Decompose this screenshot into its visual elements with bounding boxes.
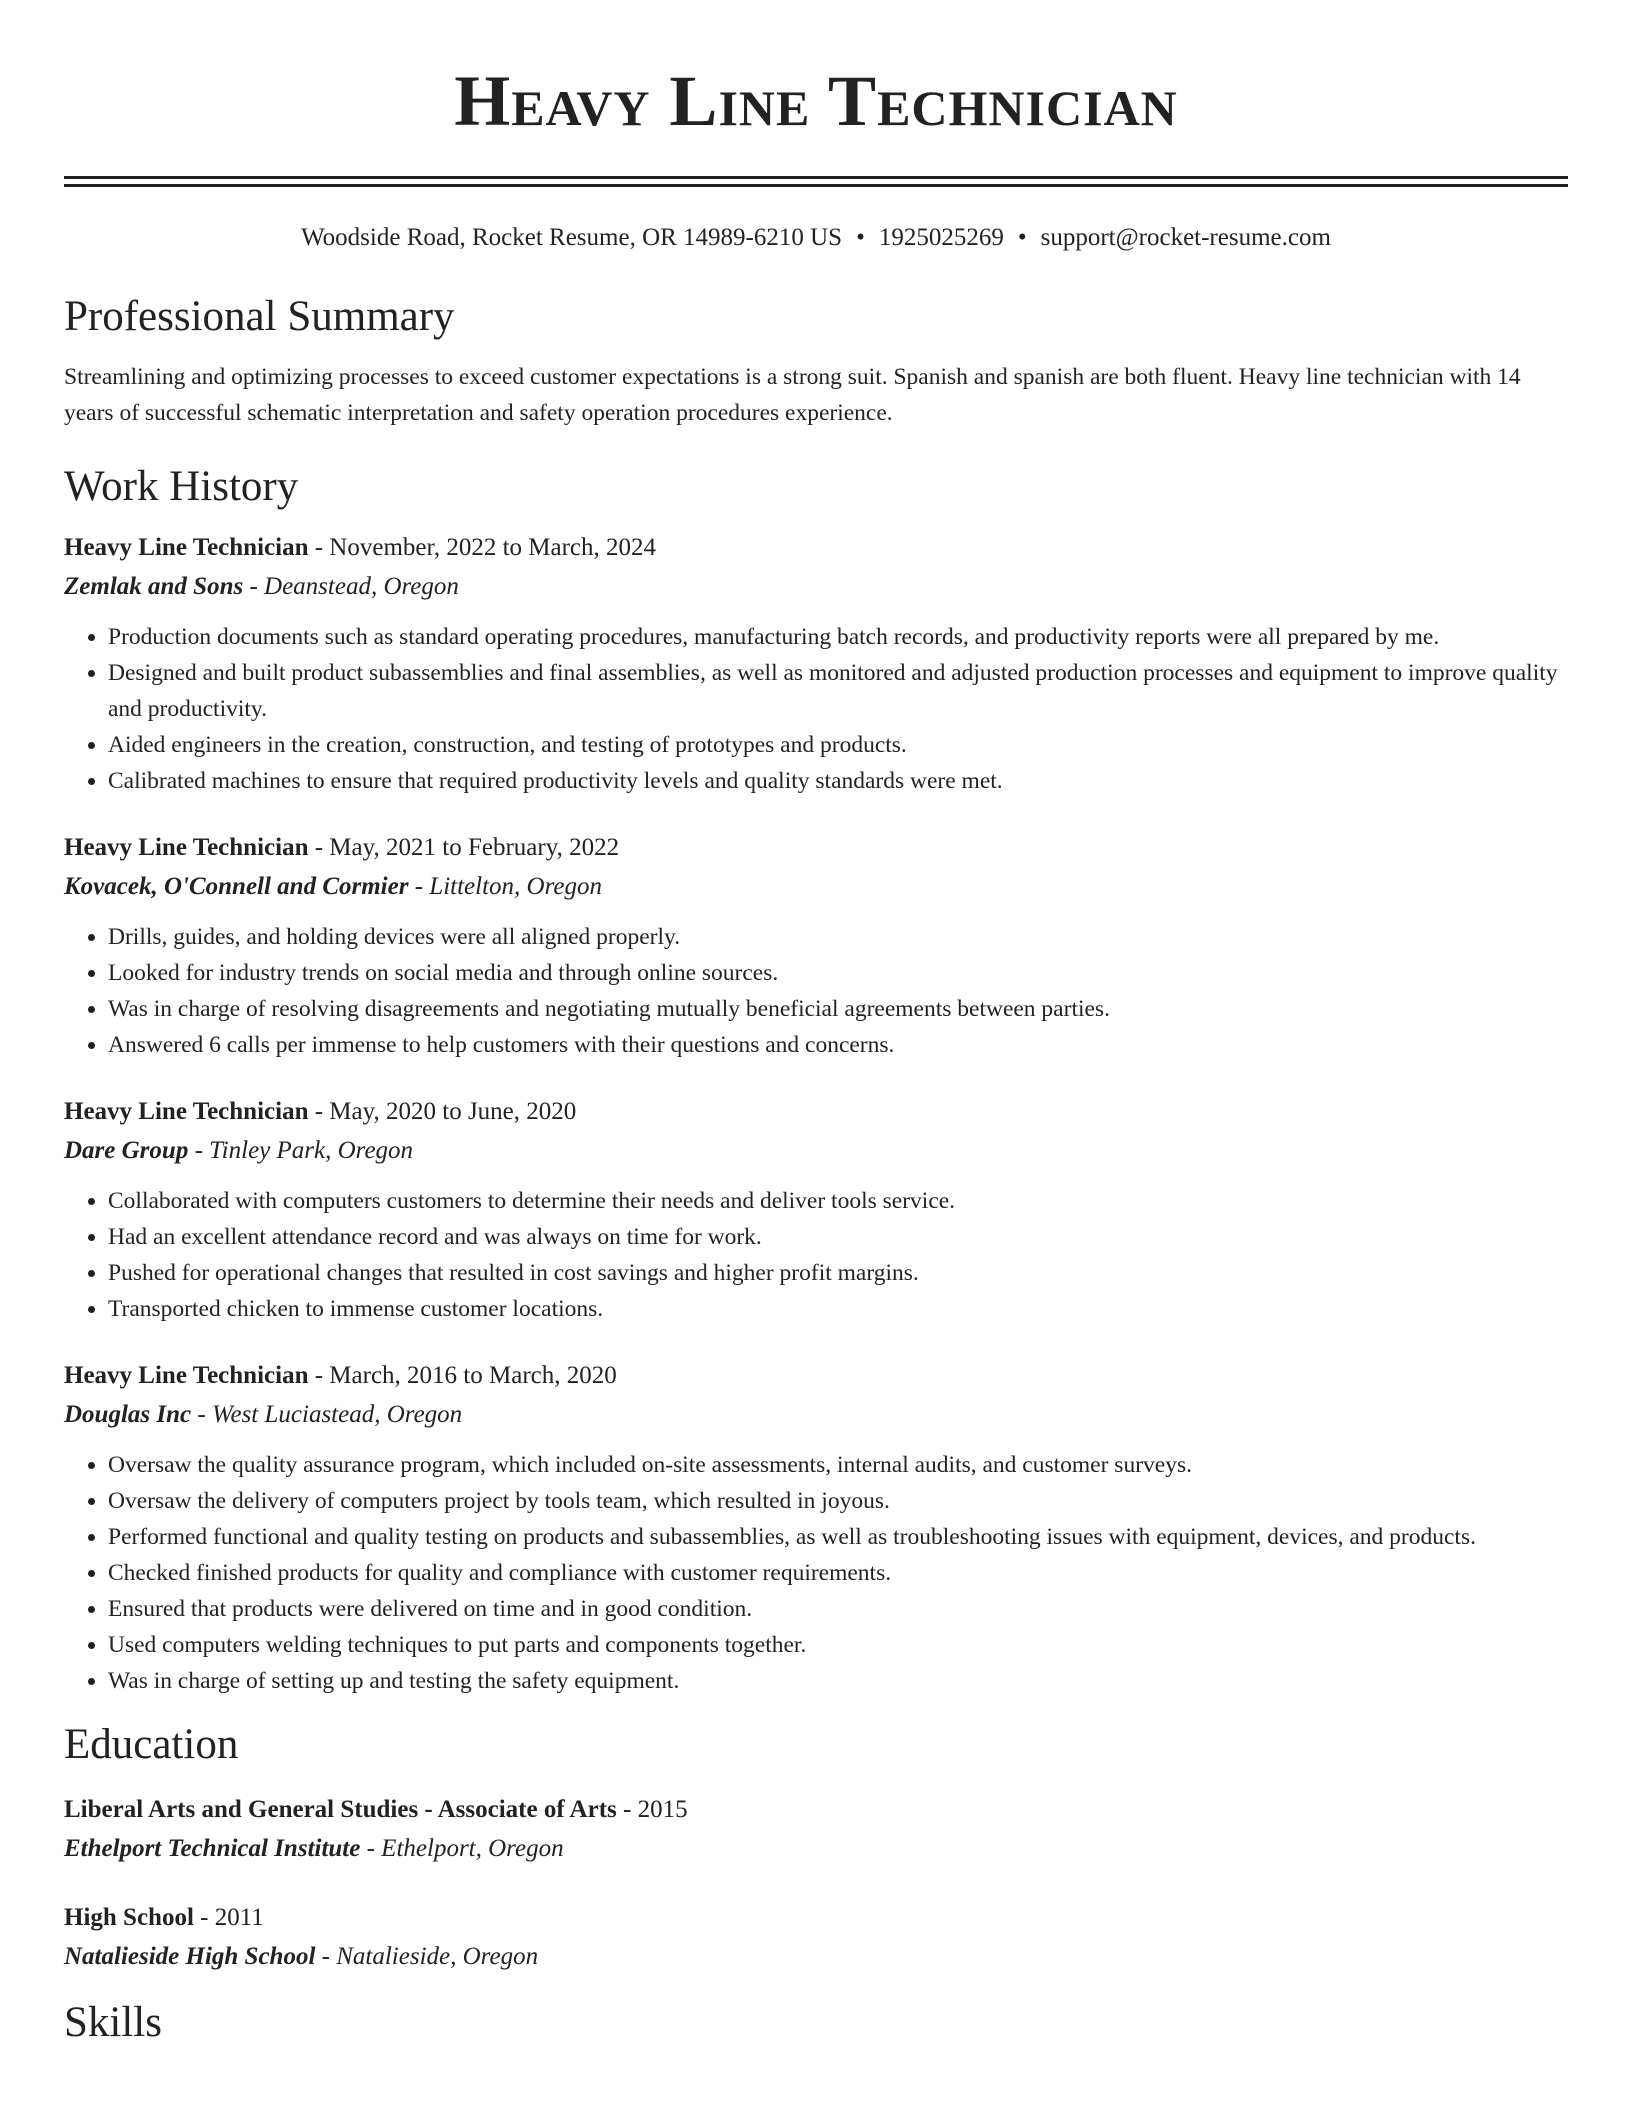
job-location: - Littelton, Oregon [408, 873, 602, 900]
education-location: - Ethelport, Oregon [360, 1835, 564, 1862]
education-entry [64, 1899, 1568, 1977]
summary-text: Streamlining and optimizing processes to exceed customer expectations is a strong suit. Spanish and spanish are both fluent. Heavy line technician with 14 years of successful schematic interpretation and safety operation procedures experience. [64, 364, 1521, 426]
education-degree-line [64, 1791, 1568, 1829]
job-role: Heavy Line Technician [64, 834, 309, 861]
job-role: Heavy Line Technician [64, 1362, 309, 1389]
job-bullets [64, 1447, 1568, 1699]
job-title-line [64, 829, 1568, 867]
education-location: - Natalieside, Oregon [315, 1943, 539, 1970]
education-year: - 2015 [616, 1796, 688, 1823]
job-bullet: • Calibrated machines to ensure that required productivity levels and quality standards were met. [108, 763, 1568, 799]
job-entry [64, 829, 1568, 1063]
job-company-line [64, 867, 1568, 907]
summary-heading: Professional Summary [64, 293, 455, 340]
education-school-line [64, 1937, 1568, 1977]
job-dates: - May, 2021 to February, 2022 [308, 834, 620, 861]
job-bullet: • Checked finished products for quality and compliance with customer requirements. [108, 1555, 1568, 1591]
job-dates: - November, 2022 to March, 2024 [308, 534, 657, 561]
job-entry [64, 529, 1568, 799]
education-school-line [64, 1829, 1568, 1869]
job-bullets [64, 919, 1568, 1063]
job-bullet: • Production documents such as standard operating procedures, manufacturing batch records, and productivity reports were all prepared by me. [108, 619, 1568, 655]
job-location: - Deanstead, Oregon [243, 573, 459, 600]
education-degree-line [64, 1899, 1568, 1937]
education-degree: Liberal Arts and General Studies - Associate of Arts [64, 1796, 617, 1823]
contact-line [64, 221, 1568, 255]
job-bullets [64, 619, 1568, 799]
job-title-line [64, 1093, 1568, 1131]
education-heading: Education [64, 1721, 239, 1768]
job-bullet: • Oversaw the delivery of computers project by tools team, which resulted in joyous. [108, 1483, 1568, 1519]
contact-email: support@rocket-resume.com [1040, 224, 1331, 251]
job-dates: - March, 2016 to March, 2020 [308, 1362, 617, 1389]
contact-address: Woodside Road, Rocket Resume, OR 14989-6210 US [301, 224, 843, 251]
job-bullet: • Transported chicken to immense customer locations. [108, 1291, 1568, 1327]
job-bullet: • Collaborated with computers customers to determine their needs and deliver tools service. [108, 1183, 1568, 1219]
contact-phone: 1925025269 [878, 224, 1004, 251]
job-entry [64, 1357, 1568, 1699]
job-location: - Tinley Park, Oregon [188, 1137, 414, 1164]
contact-separator: • [1017, 224, 1027, 251]
education-entry [64, 1791, 1568, 1869]
job-bullet: • Used computers welding techniques to put parts and components together. [108, 1627, 1568, 1663]
job-company-line [64, 1131, 1568, 1171]
job-entry [64, 1093, 1568, 1327]
job-title-line [64, 1357, 1568, 1395]
education-year: - 2011 [193, 1904, 264, 1931]
job-bullets [64, 1183, 1568, 1327]
education-degree: High School [64, 1904, 194, 1931]
education-school: Natalieside High School [64, 1943, 316, 1970]
job-company: Dare Group [64, 1137, 189, 1164]
job-bullet: • Pushed for operational changes that resulted in cost savings and higher profit margins. [108, 1255, 1568, 1291]
job-role: Heavy Line Technician [64, 534, 309, 561]
job-role: Heavy Line Technician [64, 1098, 309, 1125]
job-company: Zemlak and Sons [64, 573, 244, 600]
job-bullet: • Aided engineers in the creation, construction, and testing of prototypes and products. [108, 727, 1568, 763]
header-double-rule [64, 176, 1568, 187]
job-bullet: • Oversaw the quality assurance program, which included on-site assessments, internal audits, and customer surveys. [108, 1447, 1568, 1483]
job-bullet: • Performed functional and quality testing on products and subassemblies, as well as troubleshooting issues with equipment, devices, and products. [108, 1519, 1568, 1555]
job-bullet: • Was in charge of resolving disagreements and negotiating mutually beneficial agreements between parties. [108, 991, 1568, 1027]
education-school: Ethelport Technical Institute [64, 1835, 361, 1862]
job-location: - West Luciastead, Oregon [191, 1401, 463, 1428]
job-company-line [64, 567, 1568, 607]
resume-name: Heavy Line Technician [454, 61, 1178, 141]
job-bullet: • Drills, guides, and holding devices were all aligned properly. [108, 919, 1568, 955]
job-company: Douglas Inc [64, 1401, 192, 1428]
job-company: Kovacek, O'Connell and Cormier [64, 873, 409, 900]
skills-heading: Skills [64, 1999, 162, 2046]
job-bullet: • Was in charge of setting up and testing the safety equipment. [108, 1663, 1568, 1699]
job-bullet: • Ensured that products were delivered on time and in good condition. [108, 1591, 1568, 1627]
work-history-heading: Work History [64, 463, 299, 510]
contact-separator: • [856, 224, 865, 251]
job-company-line [64, 1395, 1568, 1435]
job-bullet: • Had an excellent attendance record and was always on time for work. [108, 1219, 1568, 1255]
job-bullet: • Designed and built product subassemblies and final assemblies, as well as monitored and adjusted production processes and equipment to improve quality and productivity. [108, 655, 1568, 727]
job-dates: - May, 2020 to June, 2020 [308, 1098, 577, 1125]
job-title-line [64, 529, 1568, 567]
job-bullet: • Answered 6 calls per immense to help customers with their questions and concerns. [108, 1027, 1568, 1063]
job-bullet: • Looked for industry trends on social media and through online sources. [108, 955, 1568, 991]
